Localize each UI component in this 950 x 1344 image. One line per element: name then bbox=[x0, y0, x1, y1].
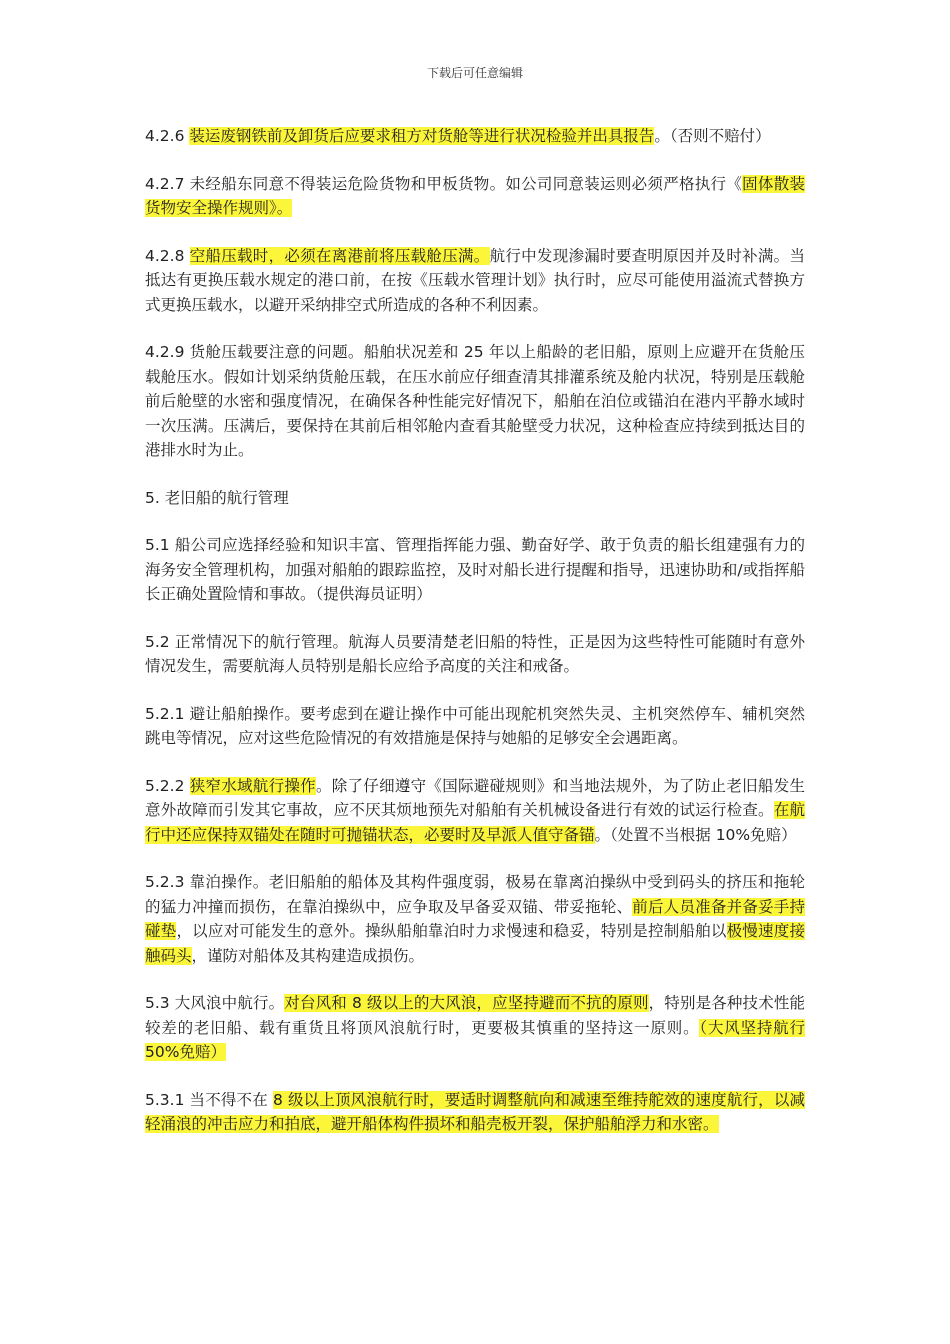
page-header: 下载后可任意编辑 bbox=[426, 66, 523, 80]
text-segment: ，特别是各种技术性能较差的老旧船、载有重货且将顶风浪航行时，更要极其慎重的坚持这一原则。 bbox=[145, 994, 805, 1037]
text-segment: 4.2.6 bbox=[145, 127, 190, 145]
highlighted-text: 对台风和 8 级以上的大风浪，应坚持避而不抗的原则 bbox=[284, 994, 649, 1012]
highlighted-text: 狭窄水域航行操作 bbox=[189, 776, 316, 795]
text-segment: 4.2.7 未经船东同意不得装运危险货物和甲板货物。如公司同意装运则必须严格执行《 bbox=[145, 174, 743, 193]
highlighted-text: （大风坚持航行 50%免赔） bbox=[145, 1018, 805, 1061]
highlighted-text: 空船压载时，必须在离港前将压载舱压满。 bbox=[189, 246, 490, 265]
text-segment: 。（处置不当根据 10%免赔） bbox=[594, 825, 797, 844]
text-segment: 5. 老旧船的航行管理 bbox=[145, 488, 289, 507]
highlighted-text: 固体散装货物安全操作规则》。 bbox=[145, 174, 805, 217]
text-segment: 4.2.9 货舱压载要注意的问题。船舶状况差和 25 年以上船龄的老旧船，原则上应避开在货舱压载舱压水。假如计划采纳货舱压载，在压水前应仔细查清其排灌系统及舱内状况，特别是压载舱前后舱壁的水密和强度情况，在确保各种性能完好情况下，船舶在泊位或锚泊在港内平静水域时一次压满。压满后，要保持在其前后相邻舱内查看其舱壁受力状况，这种检查应持续到抵达目的港排水时为止。 bbox=[145, 343, 805, 459]
text-segment: 5.1 船公司应选择经验和知识丰富、管理指挥能力强、勤奋好学、敢于负责的船长组建强有力的海务安全管理机构，加强对船舶的跟踪监控，及时对船长进行提醒和指导，迅速协助和/或指挥船长正确处置险情和事故。（提供海员证明） bbox=[145, 536, 805, 603]
paragraph bbox=[145, 1088, 805, 1137]
highlighted-text: 装运废钢铁前及卸货后应要求租方对货舱等进行状况检验并出具报告 bbox=[189, 127, 655, 145]
highlighted-text: 极慢速度接触码头 bbox=[145, 922, 805, 965]
highlighted-text: 8 级以上顶风浪航行时，要适时调整航向和减速至维持舵效的速度航行，以减轻涌浪的冲击应力和拍底，避开船体构件损坏和船壳板开裂，保护船舶浮力和水密。 bbox=[145, 1090, 806, 1133]
highlighted-text: 前后人员准备并备妥手持碰垫 bbox=[145, 897, 805, 940]
text-segment: 航行中发现渗漏时要查明原因并及时补满。当抵达有更换压载水规定的港口前，在按《压载水管理计划》执行时，应尽可能使用溢流式替换方式更换压载水，以避开采纳排空式所造成的各种不利因素。 bbox=[145, 246, 805, 314]
text-segment: 5.3.1 当不得不在 bbox=[145, 1090, 274, 1109]
paragraph bbox=[145, 533, 805, 607]
text-segment: 。除了仔细遵守《国际避碰规则》和当地法规外，为了防止老旧船发生意外故障而引发其它事故，应不厌其烦地预先对船舶有关机械设备进行有效的试运行检查。 bbox=[145, 776, 805, 819]
text-segment: 。（否则不赔付） bbox=[654, 127, 771, 145]
paragraph bbox=[145, 172, 805, 221]
text-segment: ，以应对可能发生的意外。操纵船舶靠泊时力求慢速和稳妥，特别是控制船舶以 bbox=[176, 922, 727, 940]
text-segment: 5.2 正常情况下的航行管理。航海人员要清楚老旧船的特性，正是因为这些特性可能随时有意外情况发生，需要航海人员特别是船长应给予高度的关注和戒备。 bbox=[145, 632, 805, 675]
paragraph bbox=[145, 702, 805, 751]
document-body bbox=[145, 124, 805, 1160]
paragraph bbox=[145, 870, 805, 968]
highlighted-text: 在航行中还应保持双锚处在随时可抛锚状态，必要时及早派人值守备锚 bbox=[145, 801, 805, 844]
text-segment: 5.3 大风浪中航行。 bbox=[145, 994, 285, 1012]
paragraph bbox=[145, 340, 805, 463]
paragraph bbox=[145, 991, 805, 1065]
paragraph bbox=[145, 244, 805, 318]
text-segment: 4.2.8 bbox=[145, 246, 190, 265]
text-segment: 5.2.2 bbox=[145, 776, 190, 795]
paragraph bbox=[145, 774, 805, 848]
text-segment: 5.2.1 避让船舶操作。要考虑到在避让操作中可能出现舵机突然失灵、主机突然停车、辅机突然跳电等情况，应对这些危险情况的有效措施是保持与她船的足够安全会遇距离。 bbox=[145, 704, 805, 747]
text-segment: 5.2.3 靠泊操作。老旧船舶的船体及其构件强度弱，极易在靠离泊操纵中受到码头的挤压和拖轮的猛力冲撞而损伤，在靠泊操纵中，应争取及早备妥双锚、带妥拖轮、 bbox=[145, 873, 805, 916]
paragraph bbox=[145, 486, 805, 511]
text-segment: ，谨防对船体及其构建造成损伤。 bbox=[191, 946, 425, 965]
paragraph bbox=[145, 630, 805, 679]
paragraph bbox=[145, 124, 805, 149]
